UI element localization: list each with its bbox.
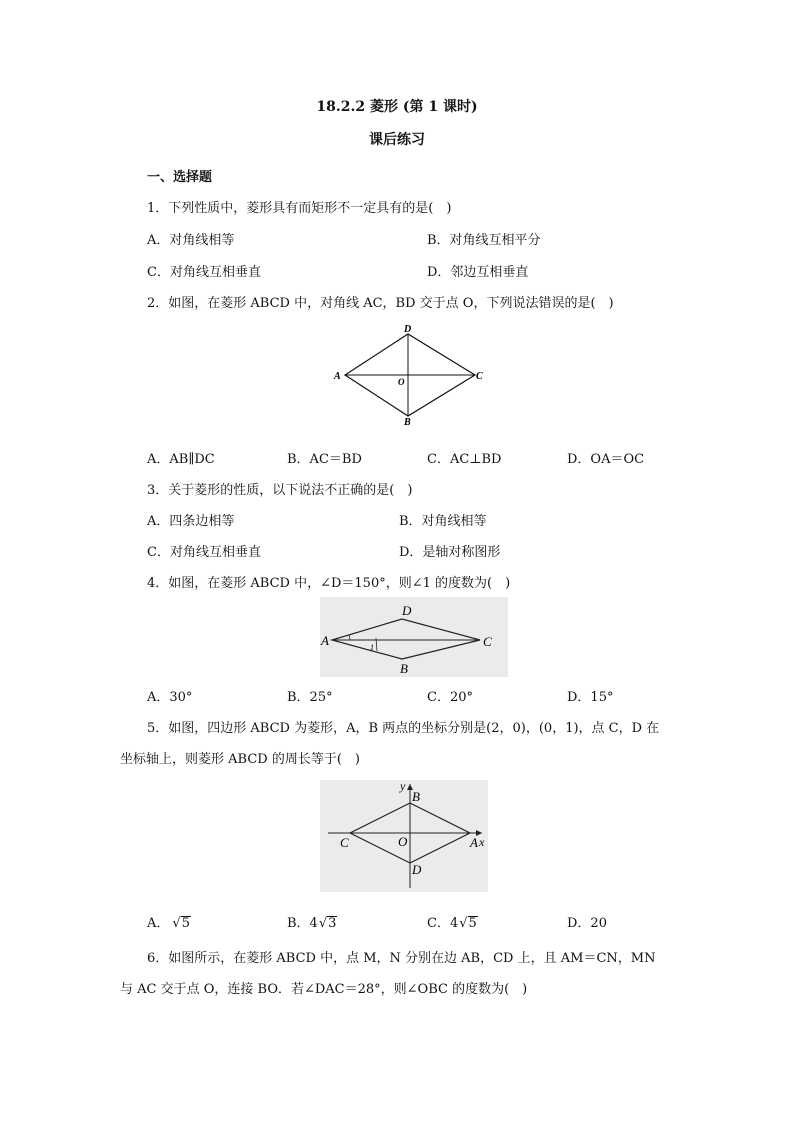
question-1-option-b: B．对角线互相平分: [427, 233, 541, 248]
section-heading: 一、选择题: [147, 170, 213, 185]
label-d: D: [404, 324, 412, 335]
question-6-stem-line-1: 6．如图所示，在菱形 ABCD 中，点 M，N 分别在边 AB，CD 上，且 AM＝CN，MN: [147, 951, 656, 966]
question-2-stem: 2．如图，在菱形 ABCD 中，对角线 AC，BD 交于点 O，下列说法错误的是( ): [147, 296, 614, 311]
coordinate-rhombus-figure-q5: [320, 780, 488, 892]
question-2-option-d: D．OA＝OC: [567, 452, 645, 467]
question-1-option-d: D．邻边互相垂直: [427, 265, 529, 280]
question-1-stem: 1．下列性质中，菱形具有而矩形不一定具有的是( ): [147, 201, 452, 216]
question-2-option-b: B．AC＝BD: [287, 452, 362, 467]
question-3-option-a: A．四条边相等: [147, 514, 235, 529]
question-4-option-d: D．15°: [567, 690, 614, 705]
question-1-option-c: C．对角线互相垂直: [147, 265, 261, 280]
label-b: B: [412, 789, 420, 804]
option-a-radicand: 5: [181, 916, 190, 931]
question-5-stem-line-2: 坐标轴上，则菱形 ABCD 的周长等于( ): [120, 752, 360, 767]
question-3-option-d: D．是轴对称图形: [399, 545, 501, 560]
label-c: C: [483, 634, 492, 649]
option-b-prefix: B．4: [287, 916, 318, 931]
label-angle-1: 1: [370, 643, 374, 652]
question-5-option-b: B．4√3: [287, 916, 337, 931]
label-x: x: [479, 835, 485, 849]
label-a: A: [334, 371, 341, 382]
label-b: B: [404, 417, 411, 428]
question-1-option-a: A．对角线相等: [147, 233, 235, 248]
label-c: C: [340, 835, 349, 850]
question-5-option-d: D．20: [567, 916, 607, 931]
page-subtitle: 课后练习: [369, 132, 425, 148]
option-c-radicand: 5: [468, 916, 477, 931]
question-4-option-a: A．30°: [147, 690, 193, 705]
label-c: C: [476, 371, 483, 382]
question-5-stem-line-1: 5．如图，四边形 ABCD 为菱形，A，B 两点的坐标分别是(2，0)，(0，1)，点 C，D 在: [147, 721, 660, 736]
question-4-option-c: C．20°: [427, 690, 473, 705]
label-o: O: [398, 377, 405, 387]
question-2-option-a: A．AB∥DC: [147, 452, 215, 467]
question-3-stem: 3．关于菱形的性质，以下说法不正确的是( ): [147, 483, 413, 498]
question-6-stem-line-2: 与 AC 交于点 O，连接 BO．若∠DAC＝28°，则∠OBC 的度数为( ): [120, 982, 528, 997]
question-5-option-c: C．4√5: [427, 916, 477, 931]
figure-background: [320, 597, 508, 677]
label-d: D: [402, 603, 412, 618]
label-o: O: [398, 834, 408, 849]
question-3-option-c: C．对角线互相垂直: [147, 545, 261, 560]
label-a: A: [321, 633, 329, 648]
question-2-option-c: C．AC⊥BD: [427, 452, 502, 467]
question-3-option-b: B．对角线相等: [399, 514, 487, 529]
label-d: D: [412, 862, 422, 877]
question-4-option-b: B．25°: [287, 690, 333, 705]
question-4-stem: 4．如图，在菱形 ABCD 中，∠D＝150°，则∠1 的度数为( ): [147, 576, 511, 591]
label-y: y: [400, 780, 406, 793]
label-b: B: [400, 661, 408, 676]
question-5-option-a: A． √5: [147, 916, 190, 931]
rhombus-figure-q4: [320, 597, 508, 677]
page-title: 18.2.2 菱形 (第 1 课时): [316, 99, 478, 115]
option-c-prefix: C．4: [427, 916, 459, 931]
label-a: A: [470, 835, 478, 850]
option-b-radicand: 3: [328, 916, 337, 931]
rhombus-figure-q2: [330, 322, 490, 428]
option-a-prefix: A．: [147, 916, 170, 931]
